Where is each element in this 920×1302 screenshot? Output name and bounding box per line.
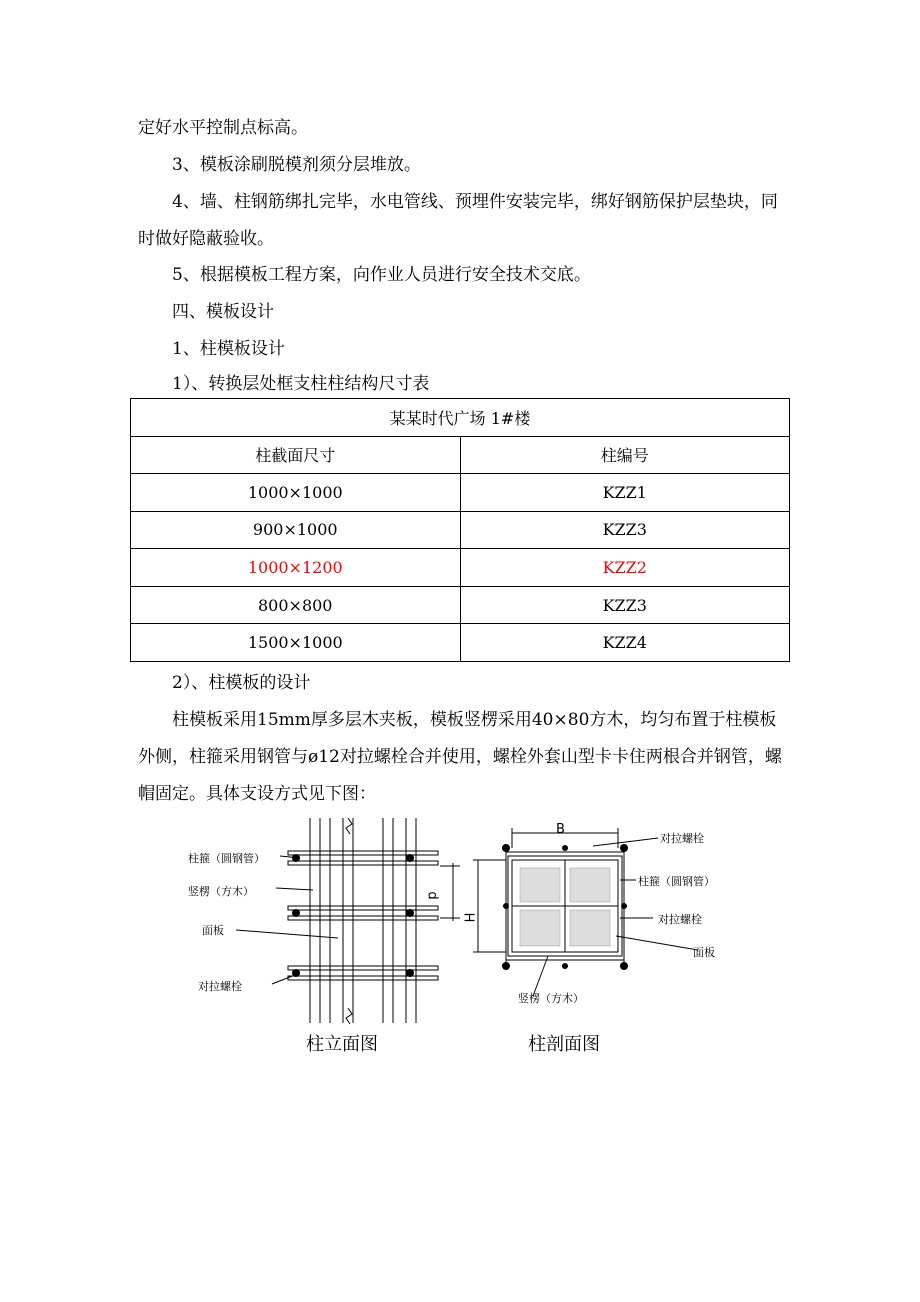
cell-column-id: KZZ4 (460, 624, 790, 662)
subsection-heading-2: 2）、柱模板的设计 (172, 673, 311, 693)
table-header-row (131, 436, 790, 474)
table-title: 某某时代广场 1#楼 (131, 399, 790, 437)
section-title: 柱剖面图 (528, 1034, 600, 1055)
cell-section-size: 900×1000 (131, 511, 461, 549)
column-size-table (130, 398, 790, 662)
cell-section-size: 1500×1000 (131, 624, 461, 662)
label-tie-bolt: 对拉螺栓 (198, 980, 242, 993)
subsection-heading-1: 1、柱模板设计 (172, 339, 285, 359)
dimension-h: H (460, 912, 476, 923)
table-title-row (131, 399, 790, 437)
label-stud-section: 竖楞（方木） (518, 992, 584, 1005)
label-stud: 竖楞（方木） (188, 885, 254, 898)
dimension-d: d (424, 891, 440, 900)
table-row-highlighted (131, 549, 790, 587)
label-hoop: 柱箍（圆钢管） (188, 852, 265, 865)
dimension-b: B (556, 822, 565, 837)
header-column-id: 柱编号 (460, 436, 790, 474)
cell-section-size: 1000×1000 (131, 474, 461, 512)
header-section-size: 柱截面尺寸 (131, 436, 461, 474)
formwork-figure (188, 818, 748, 1058)
paragraph-item-5: 5、根据模板工程方案，向作业人员进行安全技术交底。 (172, 265, 591, 285)
elevation-title: 柱立面图 (306, 1034, 378, 1055)
cell-column-id: KZZ3 (460, 586, 790, 624)
cell-column-id: KZZ1 (460, 474, 790, 512)
table-caption: 1）、转换层处框支柱柱结构尺寸表 (172, 374, 430, 394)
label-tie-bolt-top: 对拉螺栓 (660, 832, 704, 845)
paragraph-formwork-description: 柱模板采用15mm厚多层木夹板，模板竖楞采用40×80方木，均匀布置于柱模板外侧，柱箍采用钢管与ø12对拉螺栓合并使用，螺栓外套山型卡卡住两根合并钢管，螺帽固定。具体支设方式见下图： (138, 710, 782, 804)
label-hoop-section: 柱箍（圆钢管） (638, 875, 715, 888)
table-row (131, 624, 790, 662)
paragraph-item-4: 4、墙、柱钢筋绑扎完毕，水电管线、预埋件安装完毕，绑好钢筋保护层垫块，同时做好隐蔽验收。 (138, 192, 778, 249)
cell-section-size: 800×800 (131, 586, 461, 624)
table-row (131, 474, 790, 512)
table-row (131, 586, 790, 624)
table-row (131, 511, 790, 549)
paragraph-continuation: 定好水平控制点标高。 (138, 118, 308, 138)
cell-section-size: 1000×1200 (131, 549, 461, 587)
label-panel-section: 面板 (693, 946, 715, 959)
paragraph-item-3: 3、模板涂刷脱模剂须分层堆放。 (172, 155, 421, 175)
label-tie-bolt-middle: 对拉螺栓 (658, 913, 702, 926)
cell-column-id: KZZ3 (460, 511, 790, 549)
cell-column-id: KZZ2 (460, 549, 790, 587)
label-panel: 面板 (202, 924, 224, 937)
section-heading-4: 四、模板设计 (172, 302, 274, 322)
